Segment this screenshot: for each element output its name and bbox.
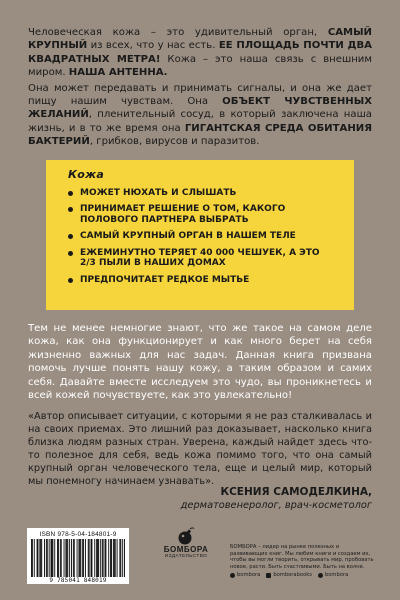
bullet-icon	[68, 278, 73, 283]
social-item: bomborabooks	[266, 572, 312, 578]
barcode	[27, 528, 129, 584]
social-network-icon	[318, 573, 323, 578]
intro-text	[28, 26, 372, 151]
quote-author-name: КСЕНИЯ САМОДЕЛКИНА,	[220, 486, 372, 498]
bullet-icon	[68, 191, 73, 196]
facts-box	[46, 160, 354, 310]
publisher-name: БОМБОРА	[163, 545, 209, 554]
facts-list-item: ПРИНИМАЕТ РЕШЕНИЕ О ТОМ, КАКОГО ПОЛОВОГО ПАРТНЕРА ВЫБРАТЬ	[68, 204, 338, 226]
isbn-number: ISBN 978-5-04-184801-9	[39, 531, 117, 538]
facts-list-item: МОЖЕТ НЮХАТЬ И СЛЫШАТЬ	[68, 188, 338, 199]
bullet-icon	[68, 234, 73, 239]
facts-list	[68, 188, 338, 286]
publisher-subtitle: ИЗДАТЕЛЬСТВО	[164, 554, 208, 559]
publisher-logo	[156, 527, 216, 565]
barcode-digits: 9 785041 848019	[49, 577, 107, 584]
facts-list-item: САМЫЙ КРУПНЫЙ ОРГАН В НАШЕМ ТЕЛЕ	[68, 231, 338, 242]
bullet-icon	[68, 251, 73, 256]
barcode-bars	[31, 539, 125, 577]
publisher-description: БОМБОРА – лидер на рынке полезных и развивающих книг. Мы любим книги и создаем их, чтобы вы могли творить, открывать мир, пробовать новое, расти. Быть счастливыми. Быть на волне.	[230, 544, 374, 570]
social-item: bombora	[318, 572, 348, 578]
facts-list-item: ПРЕДПОЧИТАЕТ РЕДКОЕ МЫТЬЕ	[68, 275, 338, 286]
quote-author-role: дерматовенеролог, врач-косметолог	[180, 500, 372, 511]
social-network-icon	[230, 573, 235, 578]
intro-paragraph-2: Она может передавать и принимать сигналы, и она же дает пищу нашим чувствам. Она ОБЪЕКТ ЧУВСТВЕННЫХ ЖЕЛАНИЙ, пленительный сосуд, в который заключена наша жизнь, и в то же время она ГИГАНТСКАЯ СРЕДА ОБИТАНИЯ БАКТЕРИЙ, грибков, вирусов и паразитов.	[28, 82, 372, 148]
review-quote: «Автор описывает ситуации, с которыми я не раз сталкивалась и на своих приемах. Это лишний раз доказывает, насколько книга близка людям разных стран. Уверена, каждый найдет здесь что-то полезное для себя, ведь кожа помимо того, что она самый крупный орган человеческого тела, еще и целый мир, который мы понемногу начинаем узнавать».	[28, 411, 372, 487]
social-links	[230, 572, 380, 578]
description-text: Тем не менее немногие знают, что же такое на самом деле кожа, как она функционирует и как много берет на себя жизненно важных для нас задач. Данная книга призвана помочь лучше понять нашу кожу, а таким образом и самих себя. Давайте вместе исследуем это чудо, вы проникнетесь и всей кожей почувствуете, как это увлекательно!	[28, 323, 372, 402]
bullet-icon	[68, 207, 73, 212]
social-network-icon	[266, 573, 271, 578]
social-item: bombora	[230, 572, 260, 578]
facts-list-item: ЕЖЕМИНУТНО ТЕРЯЕТ 40 000 ЧЕШУЕК, А ЭТО 2/3 ПЫЛИ В НАШИХ ДОМАХ	[68, 248, 338, 270]
facts-box-title: Кожа	[68, 168, 105, 181]
bomb-icon	[156, 527, 216, 545]
intro-paragraph-1: Человеческая кожа – это удивительный орган, САМЫЙ КРУПНЫЙ из всех, что у нас есть. ЕЕ ПЛОЩАДЬ ПОЧТИ ДВА КВАДРАТНЫХ МЕТРА! Кожа – это наша связь с внешним миром. НАША АНТЕННА.	[28, 27, 372, 79]
